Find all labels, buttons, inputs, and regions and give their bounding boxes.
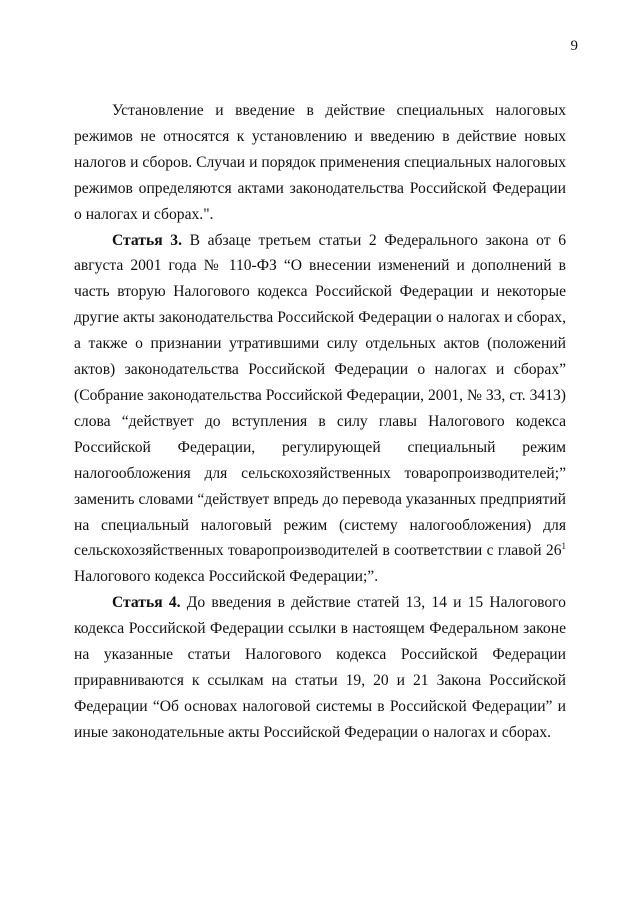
article-3-text: В абзаце третьем статьи 2 Федерального закона от 6 августа 2001 года № 110-ФЗ “О внесении изменений и дополнений в часть вторую Налогового кодекса Российской Федерации и некоторые другие акты законодательства Российской Федерации о налогах и сборах, а также о признании утратившими силу отдельных актов (положений актов) законодательства Российской Федерации о налогах и сборах” (Собрание законодательства Российской Федерации, 2001, № 33, ст. 3413) слова “действует до вступления в силу главы Налогового кодекса Российской Федерации, регулирующей специальный режим налогообложения для сельскохозяйственных товаропроизводителей;” заменить словами “действует впредь до перевода указанных предприятий на специальный налоговый режим (систему налогообложения) для сельскохозяйственных товаропроизводителей в соответствии с главой 26 — [74, 231, 566, 560]
article-4-text: До введения в действие статей 13, 14 и 15 Налогового кодекса Российской Федерации ссылки в настоящем Федеральном законе на указанные статьи Налогового кодекса Российской Федерации приравниваются к ссылкам на статьи 19, 20 и 21 Закона Российской Федерации “Об основах налоговой системы в Российской Федерации” и иные законодательные акты Российской Федерации о налогах и сборах. — [74, 594, 566, 741]
chapter-superscript: 1 — [561, 541, 566, 552]
paragraph-text: Установление и введение в действие специальных налоговых режимов не относятся к установлению и введению в действие новых налогов и сборов. Случаи и порядок применения специальных налоговых режимов определяются актами законодательства Российской Федерации о налогах и сборах.". — [74, 102, 566, 223]
paragraph-article-3 — [74, 228, 566, 591]
paragraph-tax-regimes — [74, 98, 566, 228]
document-body — [74, 98, 566, 746]
page-number: 9 — [570, 38, 578, 54]
article-3-text-end: Налогового кодекса Российской Федерации;”. — [74, 568, 379, 586]
paragraph-article-4 — [74, 590, 566, 745]
article-3-label: Статья 3. — [112, 231, 182, 249]
article-4-label: Статья 4. — [112, 594, 181, 612]
